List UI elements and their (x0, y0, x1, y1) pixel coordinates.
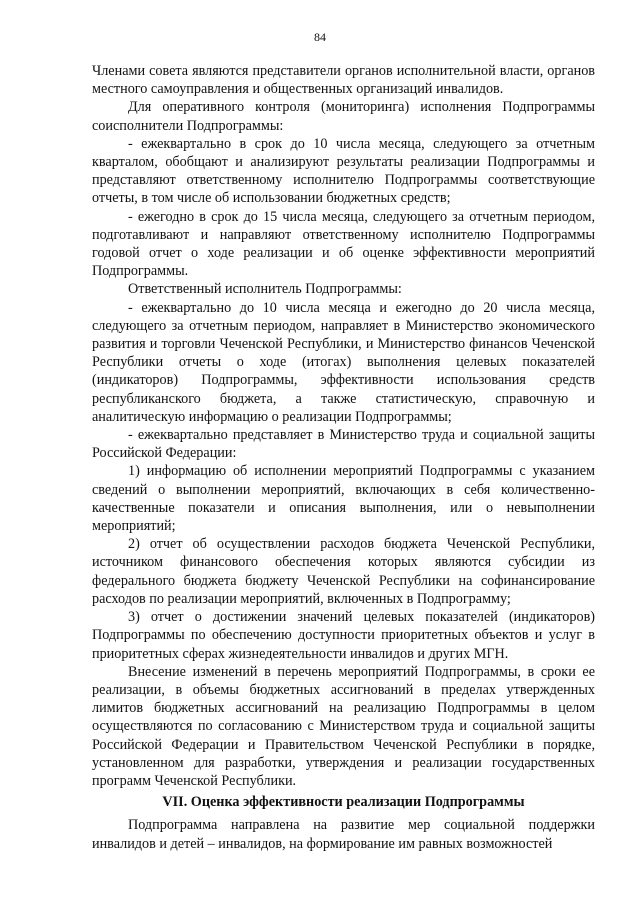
paragraph-item-3: 3) отчет о достижении значений целевых показателей (индикаторов) Подпрограммы по обеспечению доступности приоритетных объектов и услуг в приоритетных сферах жизнедеятельности инвалидов и других МГН. (92, 609, 595, 662)
paragraph-annual-coexecutors: - ежегодно в срок до 15 числа месяца, следующего за отчетным периодом, подготавливают и направляют ответственному исполнителю Подпрограммы годовой отчет о ходе реализации и об оценке эффективности мероприятий Подпрограммы. (92, 208, 595, 280)
document-body (92, 62, 595, 853)
paragraph-item-2: 2) отчет об осуществлении расходов бюджета Чеченской Республики, источником финансового обеспечения которых являются субсидии из федерального бюджета бюджету Чеченской Республики на софинансирование расходов по реализации мероприятий, включенных в Подпрограмму; (92, 536, 595, 607)
paragraph-responsible-executor: Ответственный исполнитель Подпрограммы: (128, 281, 402, 298)
paragraph-monitoring-intro: Для оперативного контроля (мониторинга) исполнения Подпрограммы соисполнители Подпрограммы: (92, 99, 595, 134)
page-number: 84 (314, 30, 326, 44)
paragraph-ministry-labor: - ежеквартально представляет в Министерство труда и социальной защиты Российской Федерации: (92, 427, 595, 462)
paragraph-quarterly-reports: - ежеквартально до 10 числа месяца и ежегодно до 20 числа месяца, следующего за отчетным периодом, направляет в Министерство экономического развития и торговли Чеченской Республики, и Министерство финансов Чеченской Республики отчеты о ходе (итогах) выполнения целевых показателей (индикаторов) Подпрограммы, эффективности использования средств республиканского бюджета, а также статистическую, справочную и аналитическую информацию о реализации Подпрограммы; (92, 299, 595, 425)
paragraph-amendments: Внесение изменений в перечень мероприятий Подпрограммы, в сроки ее реализации, в объемы бюджетных ассигнований в пределах утвержденных лимитов бюджетных ассигнований на реализацию Подпрограммы в целом осуществляются по согласованию с Министерством труда и социальной защиты Российской Федерации и Правительством Чеченской Республики в порядке, установленном для разработки, утверждения и реализации государственных программ Чеченской Республики. (92, 663, 595, 789)
section-heading: VII. Оценка эффективности реализации Подпрограммы (162, 794, 525, 811)
paragraph-council-members: Членами совета являются представители органов исполнительной власти, органов местного самоуправления и общественных организаций инвалидов. (92, 63, 595, 98)
paragraph-final: Подпрограмма направлена на развитие мер социальной поддержки инвалидов и детей – инвалидов, на формирование им равных возможностей (92, 817, 595, 852)
paragraph-item-1: 1) информацию об исполнении мероприятий Подпрограммы с указанием сведений о выполнении мероприятий, включающих в себя количественно-качественные показатели и описания выполнения, или о невыполнении мероприятий; (92, 463, 595, 535)
paragraph-quarterly-coexecutors: - ежеквартально в срок до 10 числа месяца, следующего за отчетным кварталом, обобщают и анализируют результаты реализации Подпрограммы и представляют ответственному исполнителю Подпрограммы соответствующие отчеты, в том числе об использовании бюджетных средств; (92, 135, 595, 207)
